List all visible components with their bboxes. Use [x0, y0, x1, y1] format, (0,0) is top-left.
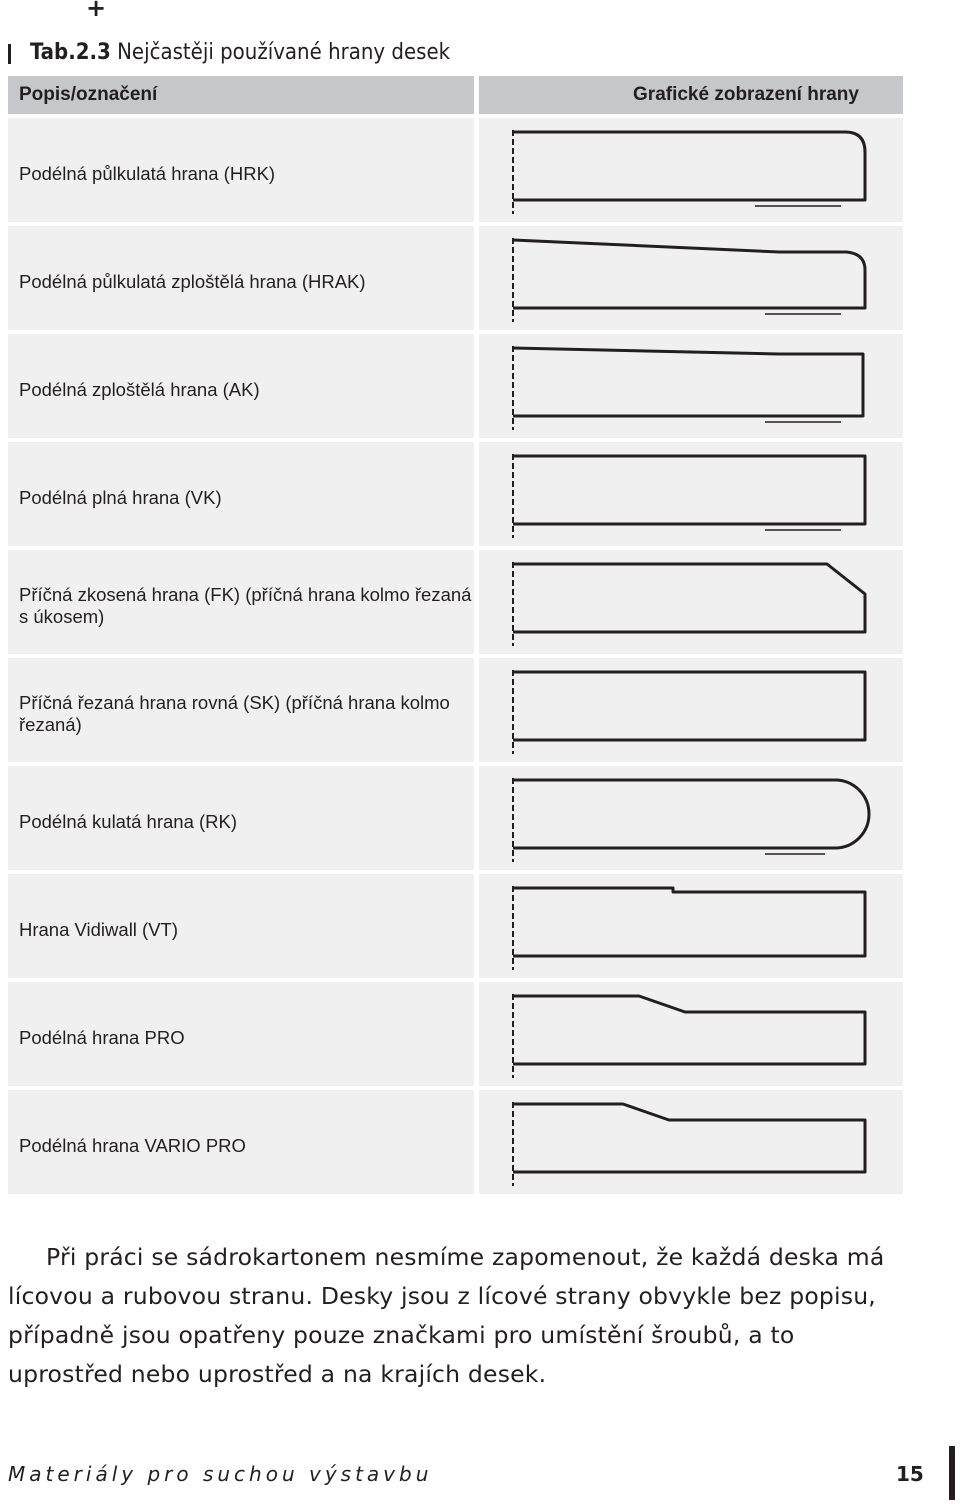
edge-label: Hrana Vidiwall (VT)	[8, 874, 474, 978]
page-number: 15	[896, 1462, 924, 1486]
edge-graphic	[479, 766, 903, 870]
edge-profile-drawing	[479, 442, 903, 546]
edge-graphic	[479, 334, 903, 438]
table-row	[8, 1090, 903, 1194]
table-row	[8, 550, 903, 654]
edge-profile-flattened	[513, 348, 863, 416]
edge-profile-chamfered	[513, 564, 865, 632]
edge-profile-drawing	[479, 766, 903, 870]
edge-label: Podélná kulatá hrana (RK)	[8, 766, 474, 870]
edge-profile-square-cut	[513, 672, 865, 740]
table-row	[8, 442, 903, 546]
edge-graphic	[479, 658, 903, 762]
edge-graphic	[479, 550, 903, 654]
title-accent-bar	[8, 44, 11, 64]
crop-mark: +	[86, 0, 107, 22]
table-body	[8, 118, 903, 1194]
edge-profile-pro	[513, 996, 865, 1064]
paragraph-text: Při práci se sádrokartonem nesmíme zapomenout, že každá deska má lícovou a rubovou stranu. Desky jsou z lícové strany obvykle bez popisu, případně jsou opatřeny pouze značkami pro umístění šroubů, a to uprostřed nebo uprostřed a na krajích desek.	[8, 1243, 885, 1388]
edge-label: Podélná půlkulatá hrana (HRK)	[8, 118, 474, 222]
table-row	[8, 982, 903, 1086]
edge-profile-drawing	[479, 118, 903, 222]
edge-profile-full	[513, 456, 865, 524]
edge-profile-drawing	[479, 658, 903, 762]
edge-profile-drawing	[479, 982, 903, 1086]
edge-profile-drawing	[479, 334, 903, 438]
edge-profile-vario-pro	[513, 1104, 865, 1172]
edge-profile-half-round	[513, 132, 865, 200]
edge-graphic	[479, 1090, 903, 1194]
edge-graphic	[479, 874, 903, 978]
body-paragraph	[8, 1238, 908, 1394]
footer-accent-bar	[949, 1446, 955, 1500]
table-row	[8, 766, 903, 870]
table-title: Nejčastěji používané hrany desek	[117, 40, 451, 65]
edge-profile-round	[513, 780, 869, 848]
edge-graphic	[479, 982, 903, 1086]
edge-profile-half-round-flattened	[513, 240, 865, 308]
edge-label: Příčná zkosená hrana (FK) (příčná hrana kolmo řezaná s úkosem)	[8, 550, 474, 654]
edge-graphic	[479, 442, 903, 546]
table-row	[8, 334, 903, 438]
edge-label: Podélná hrana VARIO PRO	[8, 1090, 474, 1194]
edge-profile-drawing	[479, 874, 903, 978]
edge-graphic	[479, 226, 903, 330]
edge-profile-vidiwall	[513, 888, 865, 956]
edge-profile-drawing	[479, 550, 903, 654]
edge-label: Podélná hrana PRO	[8, 982, 474, 1086]
table-row	[8, 118, 903, 222]
table-label: Tab.2.3	[30, 40, 111, 65]
edge-label: Podélná půlkulatá zploštělá hrana (HRAK)	[8, 226, 474, 330]
table-header-row	[8, 76, 903, 114]
edge-label: Příčná řezaná hrana rovná (SK) (příčná hrana kolmo řezaná)	[8, 658, 474, 762]
table-row	[8, 658, 903, 762]
edge-profile-drawing	[479, 226, 903, 330]
header-graphic: Grafické zobrazení hrany	[479, 76, 903, 114]
edge-profile-drawing	[479, 1090, 903, 1194]
table-row	[8, 874, 903, 978]
edge-types-table	[8, 76, 903, 1194]
header-description: Popis/označení	[8, 76, 474, 114]
edge-label: Podélná zploštělá hrana (AK)	[8, 334, 474, 438]
edge-graphic	[479, 118, 903, 222]
footer-publication: Materiály pro suchou výstavbu	[8, 1462, 433, 1486]
table-row	[8, 226, 903, 330]
edge-label: Podélná plná hrana (VK)	[8, 442, 474, 546]
table-caption	[30, 40, 450, 65]
